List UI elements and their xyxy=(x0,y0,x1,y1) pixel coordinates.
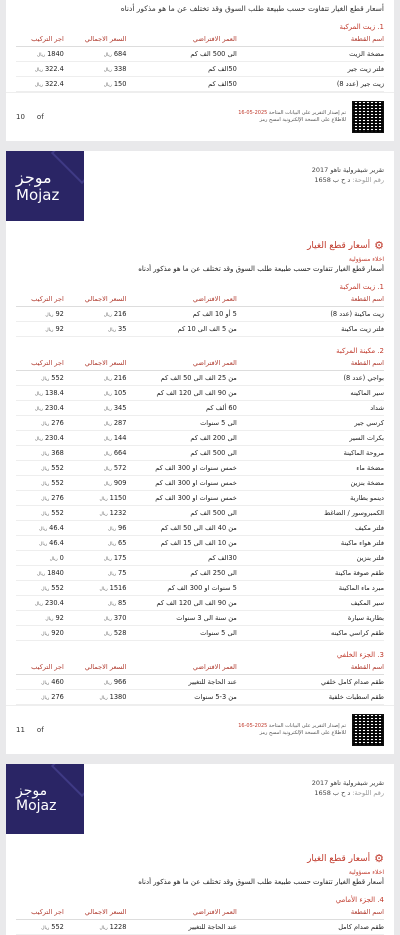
table-row xyxy=(16,521,384,536)
table-row xyxy=(16,675,384,690)
part-installation-cost: 276ريال xyxy=(16,491,64,506)
col-header-part: اسم القطعة xyxy=(237,357,384,371)
table-row xyxy=(16,371,384,386)
section-title: 1. زيت المركبة xyxy=(339,23,384,31)
table-row xyxy=(16,401,384,416)
part-name: بطارية سيارة xyxy=(237,611,384,626)
part-installation-cost: 552ريال xyxy=(16,506,64,521)
report-page-10 xyxy=(6,0,394,141)
part-name: فلتر هواء ماكينة xyxy=(237,536,384,551)
table-row xyxy=(16,536,384,551)
part-total-price: 1380ريال xyxy=(64,690,127,705)
qr-code-icon[interactable] xyxy=(352,714,384,746)
plate-info: رقم اللوحة: د ح ب 1658 xyxy=(314,789,384,798)
parts-table xyxy=(16,293,384,337)
part-name: مضخة بنزين xyxy=(237,476,384,491)
col-header-installation: اجر التركيب xyxy=(16,33,64,47)
section-title: 2. مكينة المركبة xyxy=(336,347,384,355)
col-header-total: السعر الاجمالي xyxy=(64,33,127,47)
report-page-11 xyxy=(6,151,394,754)
table-row xyxy=(16,596,384,611)
part-name: فلتر زيت ماكينة xyxy=(237,322,384,337)
col-header-installation: اجر التركيب xyxy=(16,661,64,675)
part-life: خمس سنوات او 300 الف كم xyxy=(126,476,236,491)
footer-note: تم إصدار التقرير على البيانات المتاحة 2025-05-16 للاطلاع على النسخة الإلكترونية امسح رمز xyxy=(238,110,346,123)
table-row xyxy=(16,566,384,581)
part-life: الى 250 الف كم xyxy=(126,566,236,581)
table-row xyxy=(16,690,384,705)
table-row xyxy=(16,77,384,92)
part-installation-cost: 92ريال xyxy=(16,307,64,322)
table-row xyxy=(16,920,384,935)
part-installation-cost: 460ريال xyxy=(16,675,64,690)
part-name: شداد xyxy=(237,401,384,416)
part-life: من 3-5 سنوات xyxy=(126,690,236,705)
table-row xyxy=(16,416,384,431)
part-installation-cost: 552ريال xyxy=(16,476,64,491)
part-total-price: 345ريال xyxy=(64,401,127,416)
gear-icon: ⚙ xyxy=(374,852,384,865)
table-row xyxy=(16,461,384,476)
col-header-life: العمر الافتراضي xyxy=(126,33,236,47)
col-header-installation: اجر التركيب xyxy=(16,357,64,371)
part-total-price: 572ريال xyxy=(64,461,127,476)
disclaimer-text: أسعار قطع الغيار تتفاوت حسب طبيعة طلب السوق وقد تختلف عن ما هو مذكور أدناه xyxy=(138,265,384,273)
part-life: 50الف كم xyxy=(126,62,236,77)
part-total-price: 75ريال xyxy=(64,566,127,581)
part-installation-cost: 920ريال xyxy=(16,626,64,641)
part-life: 50الف كم xyxy=(126,77,236,92)
part-installation-cost: 46.4ريال xyxy=(16,521,64,536)
part-total-price: 664ريال xyxy=(64,446,127,461)
part-name: سير الماكينه xyxy=(237,386,384,401)
parts-table xyxy=(16,906,384,935)
part-life: الى 5 سنوات xyxy=(126,626,236,641)
part-installation-cost: 1840ريال xyxy=(16,47,64,62)
report-title: تقرير شيفرولية تاهو 2017 xyxy=(311,779,384,787)
part-total-price: 338ريال xyxy=(64,62,127,77)
mojaz-logo: موجز Mojaz xyxy=(6,764,84,834)
part-total-price: 85ريال xyxy=(64,596,127,611)
parts-table xyxy=(16,357,384,641)
liability-label: اخلاء مسؤولية xyxy=(348,869,384,876)
page-number xyxy=(16,726,44,734)
part-installation-cost: 138.4ريال xyxy=(16,386,64,401)
part-life: الى 500 الف كم xyxy=(126,446,236,461)
part-installation-cost: 322.4ريال xyxy=(16,77,64,92)
col-header-total: السعر الاجمالي xyxy=(64,293,127,307)
part-name: طقم صدام كامل خلفي xyxy=(237,675,384,690)
part-total-price: 1150ريال xyxy=(64,491,127,506)
col-header-life: العمر الافتراضي xyxy=(126,906,236,920)
col-header-part: اسم القطعة xyxy=(237,293,384,307)
part-life: من سنة الى 3 سنوات xyxy=(126,611,236,626)
part-installation-cost: 552ريال xyxy=(16,920,64,935)
page-footer xyxy=(6,92,394,141)
part-life: 30الف كم xyxy=(126,551,236,566)
part-life: خمس سنوات او 300 الف كم xyxy=(126,491,236,506)
plate-info: رقم اللوحة: د ح ب 1658 xyxy=(314,176,384,185)
col-header-life: العمر الافتراضي xyxy=(126,661,236,675)
part-life: من 90 الف الى 120 الف كم xyxy=(126,386,236,401)
table-row xyxy=(16,611,384,626)
table-row xyxy=(16,551,384,566)
part-total-price: 65ريال xyxy=(64,536,127,551)
table-row xyxy=(16,506,384,521)
part-name: فلتر مكيف xyxy=(237,521,384,536)
part-total-price: 966ريال xyxy=(64,675,127,690)
part-name: بواجي (عدد 8) xyxy=(237,371,384,386)
part-life: من 10 الف الى 15 الف كم xyxy=(126,536,236,551)
part-installation-cost: 46.4ريال xyxy=(16,536,64,551)
table-row xyxy=(16,476,384,491)
part-name: فلتر بنزين xyxy=(237,551,384,566)
part-installation-cost: 276ريال xyxy=(16,690,64,705)
part-installation-cost: 92ريال xyxy=(16,611,64,626)
part-installation-cost: 0ريال xyxy=(16,551,64,566)
part-installation-cost: 230.4ريال xyxy=(16,431,64,446)
part-total-price: 216ريال xyxy=(64,371,127,386)
part-installation-cost: 552ريال xyxy=(16,371,64,386)
disclaimer-text: أسعار قطع الغيار تتفاوت حسب طبيعة طلب السوق وقد تختلف عن ما هو مذكور أدناه xyxy=(120,4,384,13)
qr-code-icon[interactable] xyxy=(352,101,384,133)
page-of-label: of xyxy=(36,726,44,734)
part-name: فلتر زيت جير xyxy=(237,62,384,77)
part-total-price: 370ريال xyxy=(64,611,127,626)
part-installation-cost: 1840ريال xyxy=(16,566,64,581)
liability-label: اخلاء مسؤولية xyxy=(348,256,384,263)
part-life: من 40 الف الى 50 الف كم xyxy=(126,521,236,536)
part-installation-cost: 368ريال xyxy=(16,446,64,461)
col-header-part: اسم القطعة xyxy=(237,33,384,47)
part-installation-cost: 92ريال xyxy=(16,322,64,337)
part-name: طقم كراسي ماكينه xyxy=(237,626,384,641)
part-total-price: 96ريال xyxy=(64,521,127,536)
part-life: من 5 الف الى 10 كم xyxy=(126,322,236,337)
part-name: زيت جير (عدد 8) xyxy=(237,77,384,92)
part-life: عند الحاجة للتغيير xyxy=(126,675,236,690)
part-life: 5 سنوات او 300 الف كم xyxy=(126,581,236,596)
report-title: تقرير شيفرولية تاهو 2017 xyxy=(311,166,384,174)
table-row xyxy=(16,431,384,446)
part-name: سير المكيف xyxy=(237,596,384,611)
footer-note: تم إصدار التقرير على البيانات المتاحة 2025-05-16 للاطلاع على النسخة الإلكترونية امسح رمز xyxy=(238,723,346,736)
section-title: 3. الجزء الخلفي xyxy=(336,651,384,659)
col-header-part: اسم القطعة xyxy=(237,906,384,920)
part-name: دينمو بطارية xyxy=(237,491,384,506)
part-name: مضخة ماء xyxy=(237,461,384,476)
part-total-price: 150ريال xyxy=(64,77,127,92)
part-name: زيت ماكينة (عدد 8) xyxy=(237,307,384,322)
part-installation-cost: 552ريال xyxy=(16,461,64,476)
part-life: خمس سنوات او 300 الف كم xyxy=(126,461,236,476)
part-name: مبرد ماء الماكينة xyxy=(237,581,384,596)
part-name: طقم صوفة ماكينة xyxy=(237,566,384,581)
part-name: طقم اسطبات خلفية xyxy=(237,690,384,705)
part-total-price: 105ريال xyxy=(64,386,127,401)
part-installation-cost: 552ريال xyxy=(16,581,64,596)
part-total-price: 175ريال xyxy=(64,551,127,566)
report-page-12 xyxy=(6,764,394,935)
page-footer xyxy=(6,705,394,754)
mojaz-logo: موجز Mojaz xyxy=(6,151,84,221)
part-life: 60 ألف كم xyxy=(126,401,236,416)
part-life: من 25 الف الى 50 الف كم xyxy=(126,371,236,386)
section-title: 1. زيت المركبة xyxy=(339,283,384,291)
part-installation-cost: 230.4ريال xyxy=(16,596,64,611)
part-installation-cost: 276ريال xyxy=(16,416,64,431)
part-life: الى 500 الف كم xyxy=(126,47,236,62)
part-life: الى 5 سنوات xyxy=(126,416,236,431)
col-header-total: السعر الاجمالي xyxy=(64,906,127,920)
parts-title: أسعار قطع الغيار xyxy=(307,240,371,251)
table-row xyxy=(16,491,384,506)
col-header-total: السعر الاجمالي xyxy=(64,357,127,371)
page-number-value: 10 xyxy=(16,113,25,121)
part-name: طقم صدام كامل xyxy=(237,920,384,935)
page-of-label: of xyxy=(36,113,44,121)
part-total-price: 528ريال xyxy=(64,626,127,641)
part-life: 5 أو 10 الف كم xyxy=(126,307,236,322)
col-header-part: اسم القطعة xyxy=(237,661,384,675)
table-row xyxy=(16,581,384,596)
page-number xyxy=(16,113,44,121)
table-row xyxy=(16,47,384,62)
gear-icon: ⚙ xyxy=(374,239,384,252)
part-total-price: 144ريال xyxy=(64,431,127,446)
part-life: الى 200 الف كم xyxy=(126,431,236,446)
part-name: بكرات السير xyxy=(237,431,384,446)
part-total-price: 1516ريال xyxy=(64,581,127,596)
table-row xyxy=(16,446,384,461)
col-header-installation: اجر التركيب xyxy=(16,293,64,307)
table-row xyxy=(16,626,384,641)
part-total-price: 1228ريال xyxy=(64,920,127,935)
table-row xyxy=(16,307,384,322)
table-row xyxy=(16,322,384,337)
parts-table xyxy=(16,33,384,92)
part-total-price: 684ريال xyxy=(64,47,127,62)
part-life: من 90 الف الى 120 الف كم xyxy=(126,596,236,611)
parts-table xyxy=(16,661,384,705)
part-name: كرسي جير xyxy=(237,416,384,431)
part-name: مروحة الماكينة xyxy=(237,446,384,461)
table-row xyxy=(16,62,384,77)
part-total-price: 909ريال xyxy=(64,476,127,491)
col-header-installation: اجر التركيب xyxy=(16,906,64,920)
col-header-total: السعر الاجمالي xyxy=(64,661,127,675)
section-title: 4. الجزء الأمامي xyxy=(335,896,384,904)
parts-title: أسعار قطع الغيار xyxy=(307,853,371,864)
part-total-price: 1232ريال xyxy=(64,506,127,521)
part-name: مضخة الزيت xyxy=(237,47,384,62)
disclaimer-text: أسعار قطع الغيار تتفاوت حسب طبيعة طلب السوق وقد تختلف عن ما هو مذكور أدناه xyxy=(138,878,384,886)
part-life: الى 500 الف كم xyxy=(126,506,236,521)
col-header-life: العمر الافتراضي xyxy=(126,293,236,307)
part-installation-cost: 230.4ريال xyxy=(16,401,64,416)
table-row xyxy=(16,386,384,401)
part-total-price: 35ريال xyxy=(64,322,127,337)
col-header-life: العمر الافتراضي xyxy=(126,357,236,371)
part-installation-cost: 322.4ريال xyxy=(16,62,64,77)
page-number-value: 11 xyxy=(16,726,25,734)
part-name: الكمبروسور / الضاغط xyxy=(237,506,384,521)
part-total-price: 216ريال xyxy=(64,307,127,322)
part-total-price: 287ريال xyxy=(64,416,127,431)
part-life: عند الحاجة للتغيير xyxy=(126,920,236,935)
